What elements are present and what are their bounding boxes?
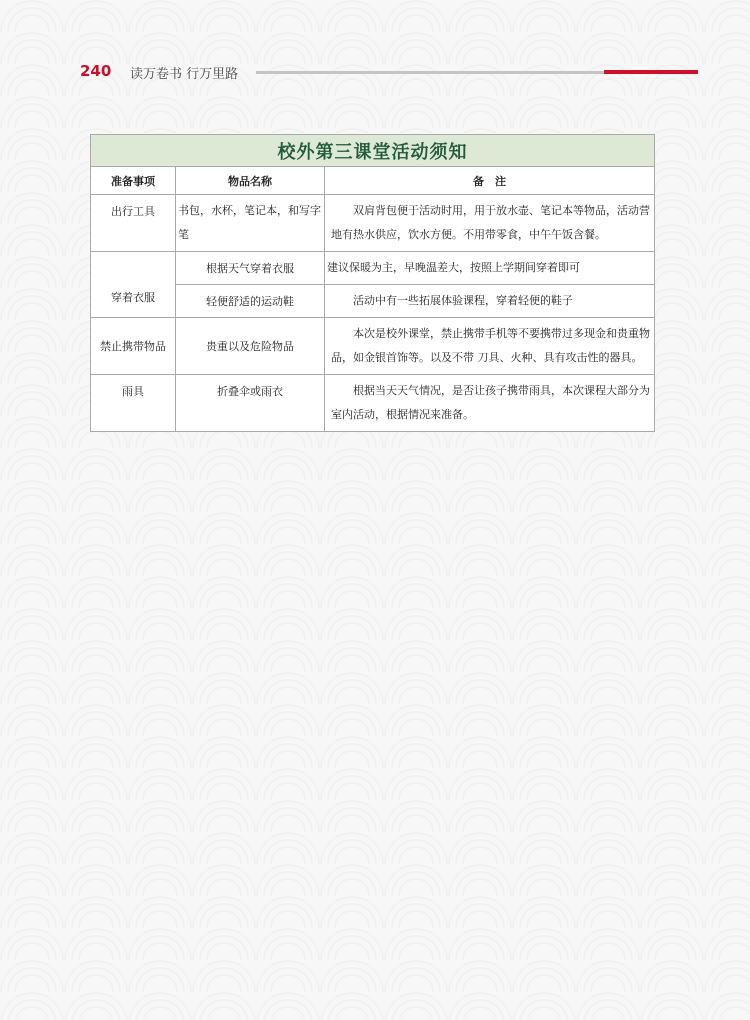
item-cell: 根据天气穿着衣服 [176, 252, 325, 285]
table-row [91, 375, 655, 432]
table-row [91, 195, 655, 252]
note-cell: 双肩背包便于活动时用，用于放水壶、笔记本等物品，活动营地有热水供应，饮水方便。不用带零食，中午午饭含餐。 [325, 195, 655, 252]
note-cell: 根据当天天气情况，是否让孩子携带雨具，本次课程大部分为室内活动，根据情况来准备。 [325, 375, 655, 432]
category-cell: 穿着衣服 [91, 252, 176, 318]
page-header [0, 60, 750, 86]
category-cell: 雨具 [91, 375, 176, 432]
table-title: 校外第三课堂活动须知 [91, 135, 655, 167]
header-rule-red [604, 70, 698, 74]
item-cell: 折叠伞或雨衣 [176, 375, 325, 432]
item-cell: 轻便舒适的运动鞋 [176, 285, 325, 318]
running-title: 读万卷书 行万里路 [130, 67, 239, 82]
page-number: 240 [80, 62, 112, 80]
note-cell: 本次是校外课堂，禁止携带手机等不要携带过多现金和贵重物品，如金银首饰等。以及不带 刀具、火种、具有攻击性的器具。 [325, 318, 655, 375]
column-header-category: 准备事项 [91, 167, 176, 195]
note-cell: 建议保暖为主，早晚温差大，按照上学期间穿着即可 [325, 252, 655, 285]
column-header-item: 物品名称 [176, 167, 325, 195]
item-cell: 书包，水杯，笔记本，和写字笔 [176, 195, 325, 252]
table-row [91, 285, 655, 318]
notice-table [90, 134, 655, 432]
note-cell: 活动中有一些拓展体验课程，穿着轻便的鞋子 [325, 285, 655, 318]
header-rule-gray [256, 71, 604, 74]
table-header-row [91, 167, 655, 195]
column-header-note: 备 注 [325, 167, 655, 195]
category-cell: 禁止携带物品 [91, 318, 176, 375]
table-row [91, 252, 655, 285]
item-cell: 贵重以及危险物品 [176, 318, 325, 375]
category-cell: 出行工具 [91, 195, 176, 252]
table-row [91, 318, 655, 375]
